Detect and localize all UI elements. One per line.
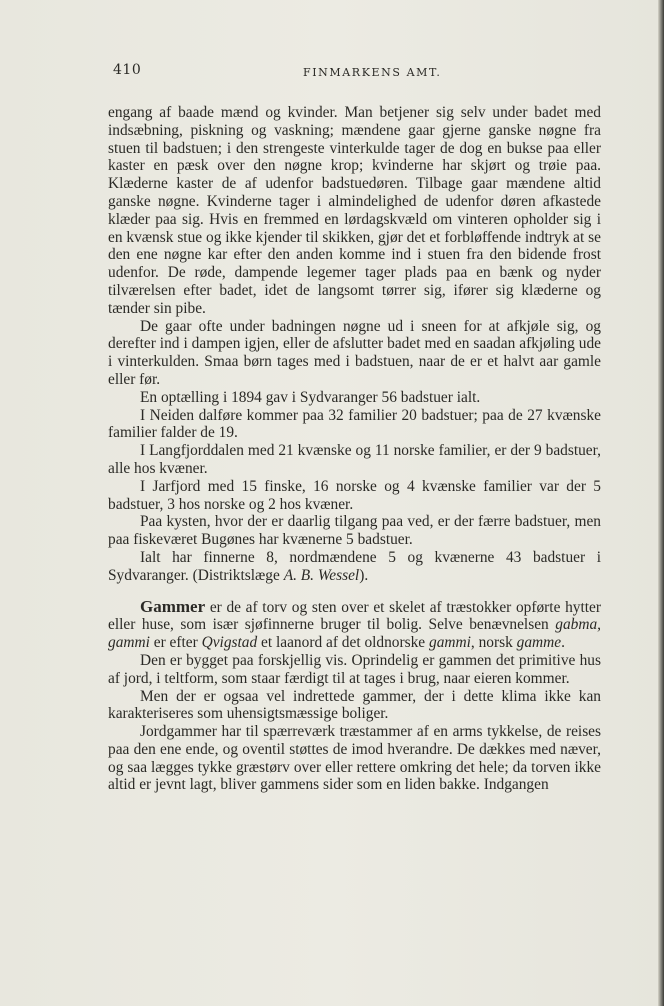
- paragraph-total: [108, 549, 601, 585]
- italic-term: gammi: [429, 634, 471, 652]
- paragraph-well-built: Men der er ogsaa vel indrettede gammer, der i dette klima ikke kan karakteriseres som uhensigtsmæssige boliger.: [108, 687, 601, 723]
- paragraph-count-1894: En optælling i 1894 gav i Sydvaranger 56 badstuer ialt.: [140, 388, 481, 406]
- paragraph-bath-custom: engang af baade mænd og kvinder. Man betjener sig selv under badet med indsæbning, piskning og vaskning; mændene gaar gjerne ganske nøgne fra stuen til badstuen; i den strengeste vinterkulde tager de dog en bukse paa eller kaster en pæsk over den nøgne krop; kvinderne har skjørt og trøie paa. Klæderne kaster de af udenfor badstuedøren. Tilbage gaar mændene altid ganske nøgne. Kvinderne tager i almindelighed de udenfor døren afkastede klæder paa sig. Hvis en fremmed en lørdagskvæld om vinteren opholder sig i en kvænsk stue og ikke kjender til skikken, gjør det et forbløffende indtryk at se den ene nøgne kar efter den anden komme ind i stuen fra den bidende frost udenfor. De røde, dampende legemer tager plads paa en bænk og nyder tilværelsen efter badet, idet de langsomt tørrer sig, ifører sig klæderne og tænder sin pibe.: [108, 104, 601, 317]
- text-span: , norsk: [470, 634, 517, 652]
- italic-term: gabma, gammi: [108, 616, 601, 652]
- paragraph-gammer: [108, 598, 601, 652]
- paragraph-jordgammer: Jordgammer har til spærreværk træstammer af en arms tykkelse, de reises paa den ene ende, og oventil støttes de imod hverandre. De dækkes med næver, og saa lægges tykke græstørv over eller rettere omkring det hele; da torven ikke altid er jevnt lagt, bliver gammens sider som en liden bakke. Indgangen: [108, 723, 601, 794]
- body-text: [108, 104, 601, 794]
- paragraph-construction: Den er bygget paa forskjellig vis. Oprindelig er gammen det primitive hus af jord, i teltform, som staar færdigt til at tages i brug, naar eieren kommer.: [108, 651, 601, 687]
- text-span: et laanord af det oldnorske: [257, 634, 429, 652]
- paragraph-coast: Paa kysten, hvor der er daarlig tilgang paa ved, er der færre badstuer, men paa fiskeværet Bugønes har kvænerne 5 badstuer.: [108, 513, 601, 549]
- text-span: er efter: [149, 634, 202, 652]
- page-number: 410: [113, 62, 142, 78]
- paragraph-snow-cooling: De gaar ofte under badningen nøgne ud i sneen for at afkjøle sig, og derefter ind i dampen igjen, eller de afslutter badet med en saadan afkjøling ude i vinterkulden. Smaa børn tages med i badstuen, naar de er et halvt aar gamle eller før.: [108, 317, 601, 388]
- paragraph-jarfjord: I Jarfjord med 15 finske, 16 norske og 4 kvænske familier var der 5 badstuer, 3 hos norske og 2 hos kvæner.: [108, 477, 601, 513]
- text-span: .: [561, 634, 565, 652]
- page-header: [113, 62, 603, 86]
- page-edge-shadow: [658, 0, 664, 1006]
- text-span: Ialt har finnerne 8, nordmændene 5 og kvænerne 43 badstuer i Sydvaranger. (Distriktslæge: [108, 548, 601, 584]
- author-name: A. B. Wessel: [283, 566, 360, 584]
- text-span: er de af torv og sten over et skelet af træstokker opførte hytter eller huse, som især sjøfinnerne bruger til bolig. Selve benævnelsen: [108, 598, 601, 634]
- italic-term: gamme: [516, 634, 562, 652]
- text-span: ).: [359, 566, 369, 584]
- italic-term: Qvigstad: [201, 634, 258, 652]
- paragraph-neiden: I Neiden dalføre kommer paa 32 familier 20 badstuer; paa de 27 kvænske familier falder de 19.: [108, 406, 601, 442]
- running-head: FINMARKENS AMT.: [303, 66, 442, 79]
- section-term-gammer: Gammer: [140, 596, 206, 616]
- paragraph-langfjorddalen: I Langfjorddalen med 21 kvænske og 11 norske familier, er der 9 badstuer, alle hos kvæner.: [108, 442, 601, 477]
